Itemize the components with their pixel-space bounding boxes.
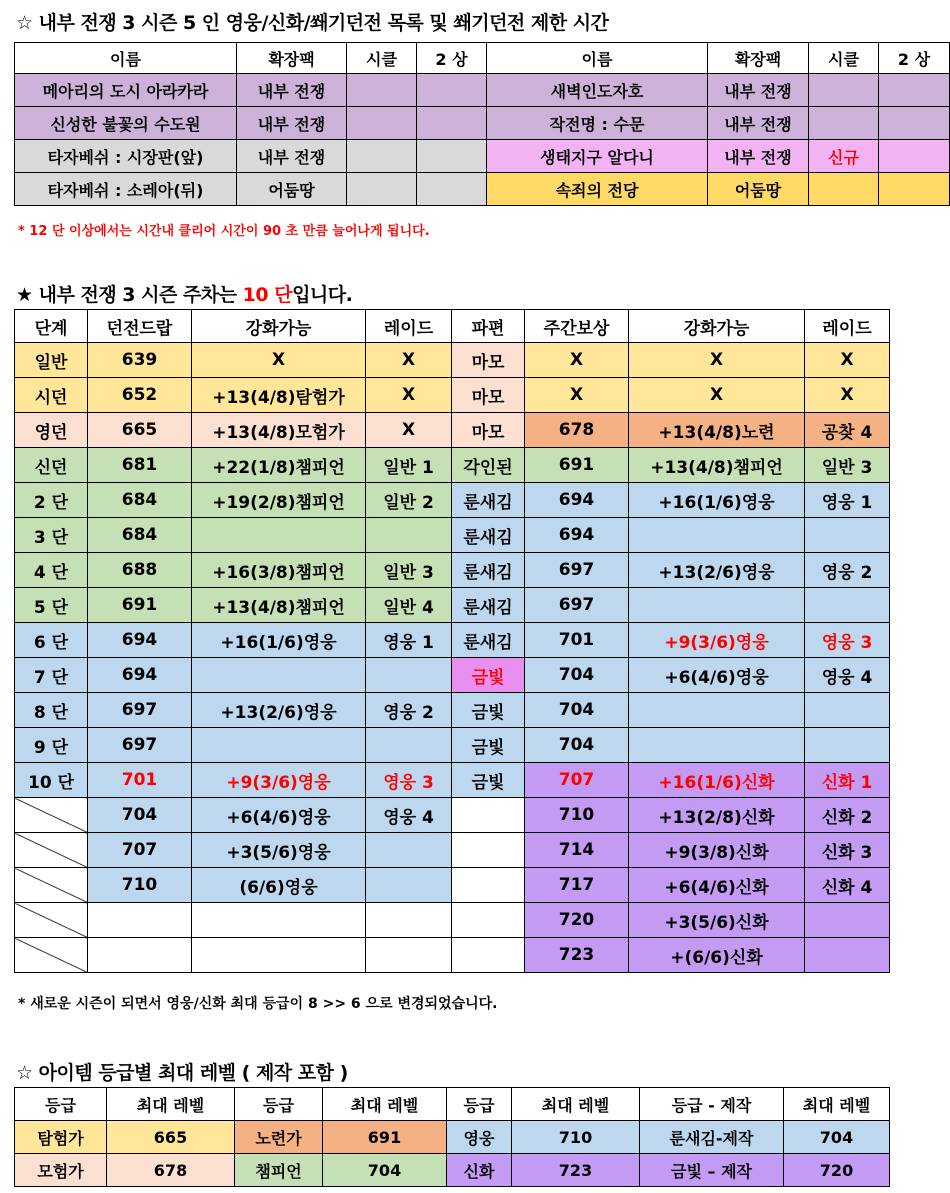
table-row xyxy=(15,588,890,623)
dungeon-name: 생태지구 알다니 xyxy=(487,140,708,173)
weekly-reward: 720 xyxy=(525,903,629,938)
weekly-reward: 723 xyxy=(525,938,629,973)
dungeon-name: 신성한 불꽃의 수도원 xyxy=(15,107,237,140)
crest-type: 각인된 xyxy=(452,448,525,483)
weekly-reward: 694 xyxy=(525,518,629,553)
raid-equivalent: 영웅 2 xyxy=(805,553,890,588)
upgrade-track xyxy=(629,693,805,728)
raid-equivalent xyxy=(805,903,890,938)
raid-equivalent: 일반 3 xyxy=(805,448,890,483)
table-row xyxy=(15,1121,890,1154)
weekly-reward: 704 xyxy=(525,693,629,728)
table-row xyxy=(15,107,950,140)
upgrade-track: +9(3/6)영웅 xyxy=(629,623,805,658)
raid-equivalent: 영웅 1 xyxy=(366,623,452,658)
table-row xyxy=(15,728,890,763)
raid-equivalent: 영웅 3 xyxy=(805,623,890,658)
cell xyxy=(879,107,950,140)
raid-equivalent xyxy=(805,728,890,763)
weekly-reward: 717 xyxy=(525,868,629,903)
dungeon-drop: 684 xyxy=(88,518,192,553)
crest-type xyxy=(452,798,525,833)
raid-equivalent: X xyxy=(805,343,890,378)
table-row xyxy=(15,518,890,553)
grade: 금빛 – 제작 xyxy=(640,1154,784,1187)
dungeon-drop xyxy=(88,903,192,938)
table-header-row xyxy=(15,43,950,74)
dungeon-drop: 681 xyxy=(88,448,192,483)
crest-type: 룬새김 xyxy=(452,553,525,588)
tier: 10 단 xyxy=(15,763,88,798)
upgrade-track: +9(3/8)신화 xyxy=(629,833,805,868)
weekly-reward: 694 xyxy=(525,483,629,518)
upgrade-track xyxy=(192,518,366,553)
table-row xyxy=(15,938,890,973)
header-cell: 최대 레벨 xyxy=(323,1088,447,1121)
header-cell: 최대 레벨 xyxy=(107,1088,235,1121)
dungeon-drop: 691 xyxy=(88,588,192,623)
upgrade-track: X xyxy=(192,343,366,378)
dungeon-drop: 707 xyxy=(88,833,192,868)
expansion: 어둠땅 xyxy=(237,173,347,206)
max-level: 723 xyxy=(512,1154,640,1187)
weekly-reward: 707 xyxy=(525,763,629,798)
raid-equivalent: 공찾 4 xyxy=(805,413,890,448)
dungeon-drop: 694 xyxy=(88,658,192,693)
table-row xyxy=(15,343,890,378)
new-badge: 신규 xyxy=(809,140,879,173)
dungeon-name: 타자베쉬 : 시장판(앞) xyxy=(15,140,237,173)
header-cell: 시클 xyxy=(809,43,879,74)
crest-type: 금빛 xyxy=(452,658,525,693)
crest-type xyxy=(452,938,525,973)
header-cell: 등급 xyxy=(15,1088,107,1121)
upgrade-track xyxy=(192,728,366,763)
raid-equivalent xyxy=(366,518,452,553)
header-cell: 레이드 xyxy=(805,310,890,343)
header-cell: 최대 레벨 xyxy=(784,1088,890,1121)
table-header-row xyxy=(15,1088,890,1121)
dungeon-drop: 639 xyxy=(88,343,192,378)
section1-note: * 12 단 이상에서는 시간내 클리어 시간이 90 초 만큼 늘어나게 됩니다. xyxy=(18,224,430,239)
table-row xyxy=(15,140,950,173)
header-cell: 레이드 xyxy=(366,310,452,343)
cell xyxy=(879,74,950,107)
max-level: 710 xyxy=(512,1121,640,1154)
table-row xyxy=(15,378,890,413)
dungeon-name: 작전명 : 수문 xyxy=(487,107,708,140)
header-cell: 등급 xyxy=(235,1088,323,1121)
dungeon-drop: 652 xyxy=(88,378,192,413)
table-row xyxy=(15,553,890,588)
upgrade-track: +13(4/8)모험가 xyxy=(192,413,366,448)
section2-title xyxy=(16,280,352,307)
grade: 룬새김-제작 xyxy=(640,1121,784,1154)
cell xyxy=(809,107,879,140)
empty-slash-cell xyxy=(15,833,88,868)
expansion: 내부 전쟁 xyxy=(708,107,809,140)
dungeon-drop: 684 xyxy=(88,483,192,518)
raid-equivalent xyxy=(366,868,452,903)
empty-slash-cell xyxy=(15,868,88,903)
upgrade-track: +13(4/8)챔피언 xyxy=(629,448,805,483)
weekly-reward: X xyxy=(525,343,629,378)
cell xyxy=(879,140,950,173)
upgrade-track: +16(3/8)챔피언 xyxy=(192,553,366,588)
table-header-row xyxy=(15,310,890,343)
dungeon-list-table xyxy=(14,42,950,206)
header-cell: 최대 레벨 xyxy=(512,1088,640,1121)
table-row xyxy=(15,413,890,448)
upgrade-track xyxy=(192,938,366,973)
dungeon-drop: 697 xyxy=(88,728,192,763)
crest-type xyxy=(452,903,525,938)
tier: 신던 xyxy=(15,448,88,483)
table-row xyxy=(15,483,890,518)
raid-equivalent: 영웅 2 xyxy=(366,693,452,728)
dungeon-drop: 710 xyxy=(88,868,192,903)
header-cell: 단계 xyxy=(15,310,88,343)
table-row xyxy=(15,763,890,798)
crest-type: 룬새김 xyxy=(452,518,525,553)
header-cell: 이름 xyxy=(487,43,708,74)
dungeon-name: 타자베쉬 : 소레아(뒤) xyxy=(15,173,237,206)
header-cell: 2 상 xyxy=(879,43,950,74)
dungeon-drop: 665 xyxy=(88,413,192,448)
weekly-reward: 701 xyxy=(525,623,629,658)
upgrade-track: +6(4/6)영웅 xyxy=(629,658,805,693)
raid-equivalent: X xyxy=(366,413,452,448)
crest-type: 금빛 xyxy=(452,728,525,763)
empty-slash-cell xyxy=(15,798,88,833)
crest-type: 금빛 xyxy=(452,693,525,728)
upgrade-track: (6/6)영웅 xyxy=(192,868,366,903)
max-level: 678 xyxy=(107,1154,235,1187)
header-cell: 강화가능 xyxy=(629,310,805,343)
raid-equivalent xyxy=(805,588,890,623)
section1-title: ☆ 내부 전쟁 3 시즌 5 인 영웅/신화/쐐기던전 목록 및 쐐기던전 제한 시간 xyxy=(16,12,609,34)
weekly-reward: 704 xyxy=(525,728,629,763)
weekly-reward: 691 xyxy=(525,448,629,483)
raid-equivalent: 일반 1 xyxy=(366,448,452,483)
max-level: 704 xyxy=(784,1121,890,1154)
header-cell: 확장팩 xyxy=(708,43,809,74)
upgrade-track xyxy=(629,728,805,763)
upgrade-track xyxy=(192,903,366,938)
title-suffix: 입니다. xyxy=(292,284,353,306)
raid-equivalent: X xyxy=(805,378,890,413)
weekly-reward: 704 xyxy=(525,658,629,693)
cell xyxy=(417,140,487,173)
raid-equivalent xyxy=(366,728,452,763)
empty-slash-cell xyxy=(15,903,88,938)
table-row xyxy=(15,658,890,693)
dungeon-name: 새벽인도자호 xyxy=(487,74,708,107)
upgrade-track: +16(1/6)영웅 xyxy=(629,483,805,518)
crest-type: 마모 xyxy=(452,343,525,378)
grade: 영웅 xyxy=(447,1121,512,1154)
crest-type: 룬새김 xyxy=(452,623,525,658)
raid-equivalent: 영웅 4 xyxy=(366,798,452,833)
upgrade-track: +22(1/8)챔피언 xyxy=(192,448,366,483)
crest-type: 룬새김 xyxy=(452,588,525,623)
raid-equivalent xyxy=(366,903,452,938)
crest-type: 마모 xyxy=(452,378,525,413)
max-level-table xyxy=(14,1087,890,1187)
upgrade-track: +(6/6)신화 xyxy=(629,938,805,973)
tier: 일반 xyxy=(15,343,88,378)
section3-title: ☆ 아이템 등급별 최대 레벨 ( 제작 포함 ) xyxy=(16,1062,348,1084)
grade: 탐험가 xyxy=(15,1121,107,1154)
cell xyxy=(809,74,879,107)
max-level: 704 xyxy=(323,1154,447,1187)
raid-equivalent: 영웅 1 xyxy=(805,483,890,518)
weekly-reward: 697 xyxy=(525,588,629,623)
dungeon-name: 속죄의 전당 xyxy=(487,173,708,206)
raid-equivalent xyxy=(805,938,890,973)
tier: 8 단 xyxy=(15,693,88,728)
raid-equivalent: 영웅 3 xyxy=(366,763,452,798)
upgrade-track xyxy=(629,518,805,553)
tier: 9 단 xyxy=(15,728,88,763)
raid-equivalent: 일반 2 xyxy=(366,483,452,518)
table-row xyxy=(15,833,890,868)
title-prefix: ★ 내부 전쟁 3 시즌 주차는 xyxy=(16,284,243,306)
upgrade-track: +6(4/6)신화 xyxy=(629,868,805,903)
table-row xyxy=(15,798,890,833)
dungeon-drop xyxy=(88,938,192,973)
table-row xyxy=(15,868,890,903)
raid-equivalent: 영웅 4 xyxy=(805,658,890,693)
table-row xyxy=(15,693,890,728)
title-highlight: 10 단 xyxy=(242,284,293,306)
upgrade-track: +3(5/6)신화 xyxy=(629,903,805,938)
upgrade-track: +13(2/6)영웅 xyxy=(192,693,366,728)
upgrade-track xyxy=(192,658,366,693)
cell xyxy=(347,107,417,140)
table-row xyxy=(15,903,890,938)
upgrade-track: +13(4/8)탐험가 xyxy=(192,378,366,413)
cell xyxy=(809,173,879,206)
upgrade-track: X xyxy=(629,343,805,378)
tier: 7 단 xyxy=(15,658,88,693)
header-cell: 2 상 xyxy=(417,43,487,74)
upgrade-track: +9(3/6)영웅 xyxy=(192,763,366,798)
raid-equivalent: 일반 4 xyxy=(366,588,452,623)
crest-type xyxy=(452,833,525,868)
grade: 신화 xyxy=(447,1154,512,1187)
upgrade-track: +13(2/8)신화 xyxy=(629,798,805,833)
cell xyxy=(347,140,417,173)
raid-equivalent: 신화 1 xyxy=(805,763,890,798)
header-cell: 던전드랍 xyxy=(88,310,192,343)
tier: 6 단 xyxy=(15,623,88,658)
header-cell: 주간보상 xyxy=(525,310,629,343)
upgrade-track: +13(4/8)노련 xyxy=(629,413,805,448)
cell xyxy=(347,74,417,107)
reward-table xyxy=(14,309,890,973)
weekly-reward: 714 xyxy=(525,833,629,868)
table-row xyxy=(15,1154,890,1187)
tier: 5 단 xyxy=(15,588,88,623)
tier: 3 단 xyxy=(15,518,88,553)
tier: 시던 xyxy=(15,378,88,413)
raid-equivalent: X xyxy=(366,378,452,413)
raid-equivalent: X xyxy=(366,343,452,378)
crest-type xyxy=(452,868,525,903)
max-level: 720 xyxy=(784,1154,890,1187)
upgrade-track: +13(4/8)챔피언 xyxy=(192,588,366,623)
table-row xyxy=(15,448,890,483)
upgrade-track: +13(2/6)영웅 xyxy=(629,553,805,588)
dungeon-name: 메아리의 도시 아라카라 xyxy=(15,74,237,107)
upgrade-track: +16(1/6)신화 xyxy=(629,763,805,798)
weekly-reward: 697 xyxy=(525,553,629,588)
tier: 영던 xyxy=(15,413,88,448)
grade: 노련가 xyxy=(235,1121,323,1154)
table-row xyxy=(15,173,950,206)
expansion: 내부 전쟁 xyxy=(237,107,347,140)
dungeon-drop: 688 xyxy=(88,553,192,588)
cell xyxy=(347,173,417,206)
dungeon-drop: 704 xyxy=(88,798,192,833)
raid-equivalent xyxy=(366,658,452,693)
table-row xyxy=(15,623,890,658)
upgrade-track: +16(1/6)영웅 xyxy=(192,623,366,658)
header-cell: 이름 xyxy=(15,43,237,74)
expansion: 어둠땅 xyxy=(708,173,809,206)
crest-type: 룬새김 xyxy=(452,483,525,518)
header-cell: 확장팩 xyxy=(237,43,347,74)
grade: 챔피언 xyxy=(235,1154,323,1187)
tier: 4 단 xyxy=(15,553,88,588)
empty-slash-cell xyxy=(15,938,88,973)
upgrade-track: X xyxy=(629,378,805,413)
table-row xyxy=(15,74,950,107)
expansion: 내부 전쟁 xyxy=(237,140,347,173)
cell xyxy=(417,107,487,140)
section2-note: * 새로운 시즌이 되면서 영웅/신화 최대 등급이 8 >> 6 으로 변경되었습니다. xyxy=(18,996,498,1012)
cell xyxy=(417,173,487,206)
header-cell: 등급 xyxy=(447,1088,512,1121)
header-cell: 등급 - 제작 xyxy=(640,1088,784,1121)
raid-equivalent xyxy=(805,693,890,728)
upgrade-track xyxy=(629,588,805,623)
weekly-reward: 710 xyxy=(525,798,629,833)
cell xyxy=(879,173,950,206)
raid-equivalent xyxy=(805,518,890,553)
upgrade-track: +6(4/6)영웅 xyxy=(192,798,366,833)
cell xyxy=(417,74,487,107)
grade: 모험가 xyxy=(15,1154,107,1187)
header-cell: 파편 xyxy=(452,310,525,343)
crest-type: 마모 xyxy=(452,413,525,448)
header-cell: 시클 xyxy=(347,43,417,74)
raid-equivalent xyxy=(366,938,452,973)
dungeon-drop: 701 xyxy=(88,763,192,798)
weekly-reward: X xyxy=(525,378,629,413)
crest-type: 금빛 xyxy=(452,763,525,798)
raid-equivalent xyxy=(366,833,452,868)
raid-equivalent: 신화 4 xyxy=(805,868,890,903)
raid-equivalent: 신화 2 xyxy=(805,798,890,833)
dungeon-drop: 697 xyxy=(88,693,192,728)
expansion: 내부 전쟁 xyxy=(237,74,347,107)
max-level: 691 xyxy=(323,1121,447,1154)
raid-equivalent: 일반 3 xyxy=(366,553,452,588)
dungeon-drop: 694 xyxy=(88,623,192,658)
raid-equivalent: 신화 3 xyxy=(805,833,890,868)
header-cell: 강화가능 xyxy=(192,310,366,343)
max-level: 665 xyxy=(107,1121,235,1154)
tier: 2 단 xyxy=(15,483,88,518)
weekly-reward: 678 xyxy=(525,413,629,448)
upgrade-track: +19(2/8)챔피언 xyxy=(192,483,366,518)
upgrade-track: +3(5/6)영웅 xyxy=(192,833,366,868)
expansion: 내부 전쟁 xyxy=(708,74,809,107)
expansion: 내부 전쟁 xyxy=(708,140,809,173)
